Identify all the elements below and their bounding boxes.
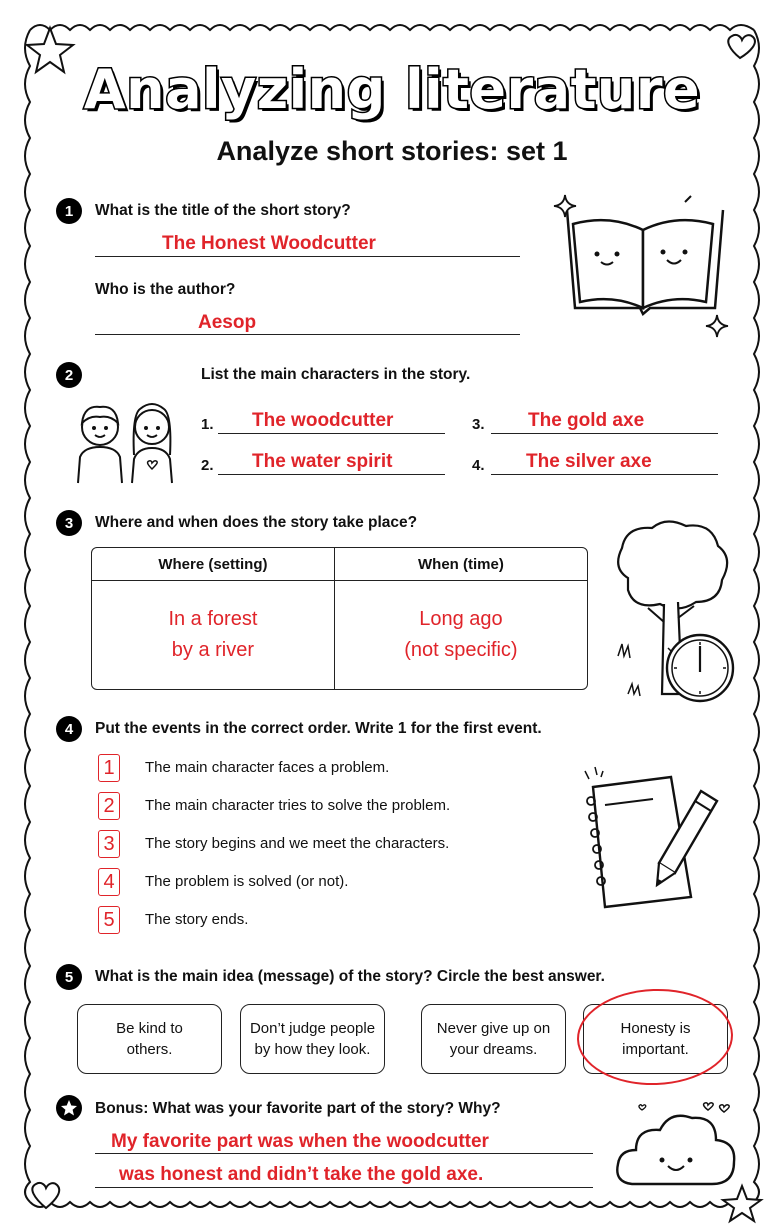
option-line: by how they look.	[254, 1041, 371, 1058]
heart-icon	[728, 35, 755, 58]
option-line: important.	[622, 1041, 689, 1058]
question-2-text: List the main characters in the story.	[201, 366, 471, 383]
event-order-box[interactable]: 1	[98, 754, 120, 782]
sparkle-icon	[553, 194, 577, 218]
where-line-2: by a river	[171, 639, 255, 661]
option-line: Never give up on	[436, 1020, 551, 1037]
pencil-icon	[645, 785, 725, 895]
question-5-number: 5	[56, 964, 82, 990]
option-line: others.	[126, 1041, 173, 1058]
bonus-question: Bonus: What was your favorite part of the story? Why?	[95, 1100, 501, 1117]
where-header: Where (setting)	[92, 548, 334, 581]
sparkle-icon	[705, 314, 729, 338]
question-1-text: What is the title of the short story?	[95, 202, 351, 219]
event-text: The story begins and we meet the characters.	[145, 835, 450, 852]
character-3-answer[interactable]: The gold axe	[528, 410, 645, 431]
story-title-answer[interactable]: The Honest Woodcutter	[162, 233, 376, 254]
bonus-answer-line-1[interactable]: My favorite part was when the woodcutter	[111, 1131, 489, 1152]
character-1-label: 1.	[201, 416, 214, 433]
event-order-box[interactable]: 3	[98, 830, 120, 858]
option-line: your dreams.	[449, 1041, 538, 1058]
page-subtitle: Analyze short stories: set 1	[216, 136, 568, 166]
bonus-line-1	[95, 1153, 593, 1154]
option-line: Don’t judge people	[249, 1020, 376, 1037]
question-4-number: 4	[56, 716, 82, 742]
setting-table	[91, 547, 588, 690]
option-line: Honesty is	[620, 1020, 691, 1037]
page-title: Analyzing literature	[83, 58, 701, 121]
author-answer[interactable]: Aesop	[198, 312, 257, 333]
character-4-line	[491, 474, 718, 475]
where-cell[interactable]	[92, 581, 334, 689]
star-icon	[60, 1099, 78, 1117]
when-line-2: (not specific)	[404, 639, 518, 661]
question-4-text: Put the events in the correct order. Write 1 for the first event.	[95, 720, 542, 737]
cloud-icon	[612, 1098, 752, 1194]
option-line: Be kind to	[116, 1020, 183, 1037]
character-4-label: 4.	[472, 457, 485, 474]
where-line-1: In a forest	[168, 608, 258, 630]
bonus-star-badge	[56, 1095, 82, 1121]
heart-icon	[32, 1183, 59, 1208]
answer-option-2[interactable]	[240, 1004, 385, 1074]
character-3-label: 3.	[472, 416, 485, 433]
question-2-number: 2	[56, 362, 82, 388]
author-answer-line	[95, 334, 520, 335]
event-order-box[interactable]: 4	[98, 868, 120, 896]
event-text: The main character tries to solve the problem.	[145, 797, 451, 814]
author-question: Who is the author?	[95, 281, 236, 298]
when-line-1: Long ago	[419, 608, 503, 630]
answer-option-3[interactable]	[421, 1004, 566, 1074]
question-3-text: Where and when does the story take place?	[95, 514, 418, 531]
answer-option-1[interactable]	[77, 1004, 222, 1074]
character-2-answer[interactable]: The water spirit	[252, 451, 393, 472]
character-4-answer[interactable]: The silver axe	[526, 451, 652, 472]
character-3-line	[491, 433, 718, 434]
question-5-text: What is the main idea (message) of the story? Circle the best answer.	[95, 968, 605, 985]
character-2-line	[218, 474, 445, 475]
bonus-answer-line-2[interactable]: was honest and didn’t take the gold axe.	[119, 1164, 484, 1185]
character-1-answer[interactable]: The woodcutter	[252, 410, 394, 431]
when-cell[interactable]	[334, 581, 587, 689]
bonus-line-2	[95, 1187, 593, 1188]
event-order-box[interactable]: 5	[98, 906, 120, 934]
question-3-number: 3	[56, 510, 82, 536]
title-answer-line	[95, 256, 520, 257]
event-text: The main character faces a problem.	[145, 759, 390, 776]
when-header: When (time)	[334, 548, 587, 581]
question-1-number: 1	[56, 198, 82, 224]
clock-icon	[664, 632, 736, 704]
event-order-box[interactable]: 2	[98, 792, 120, 820]
character-1-line	[218, 433, 445, 434]
event-text: The problem is solved (or not).	[145, 873, 349, 890]
character-2-label: 2.	[201, 457, 214, 474]
event-text: The story ends.	[145, 911, 249, 928]
kids-icon	[72, 395, 187, 485]
